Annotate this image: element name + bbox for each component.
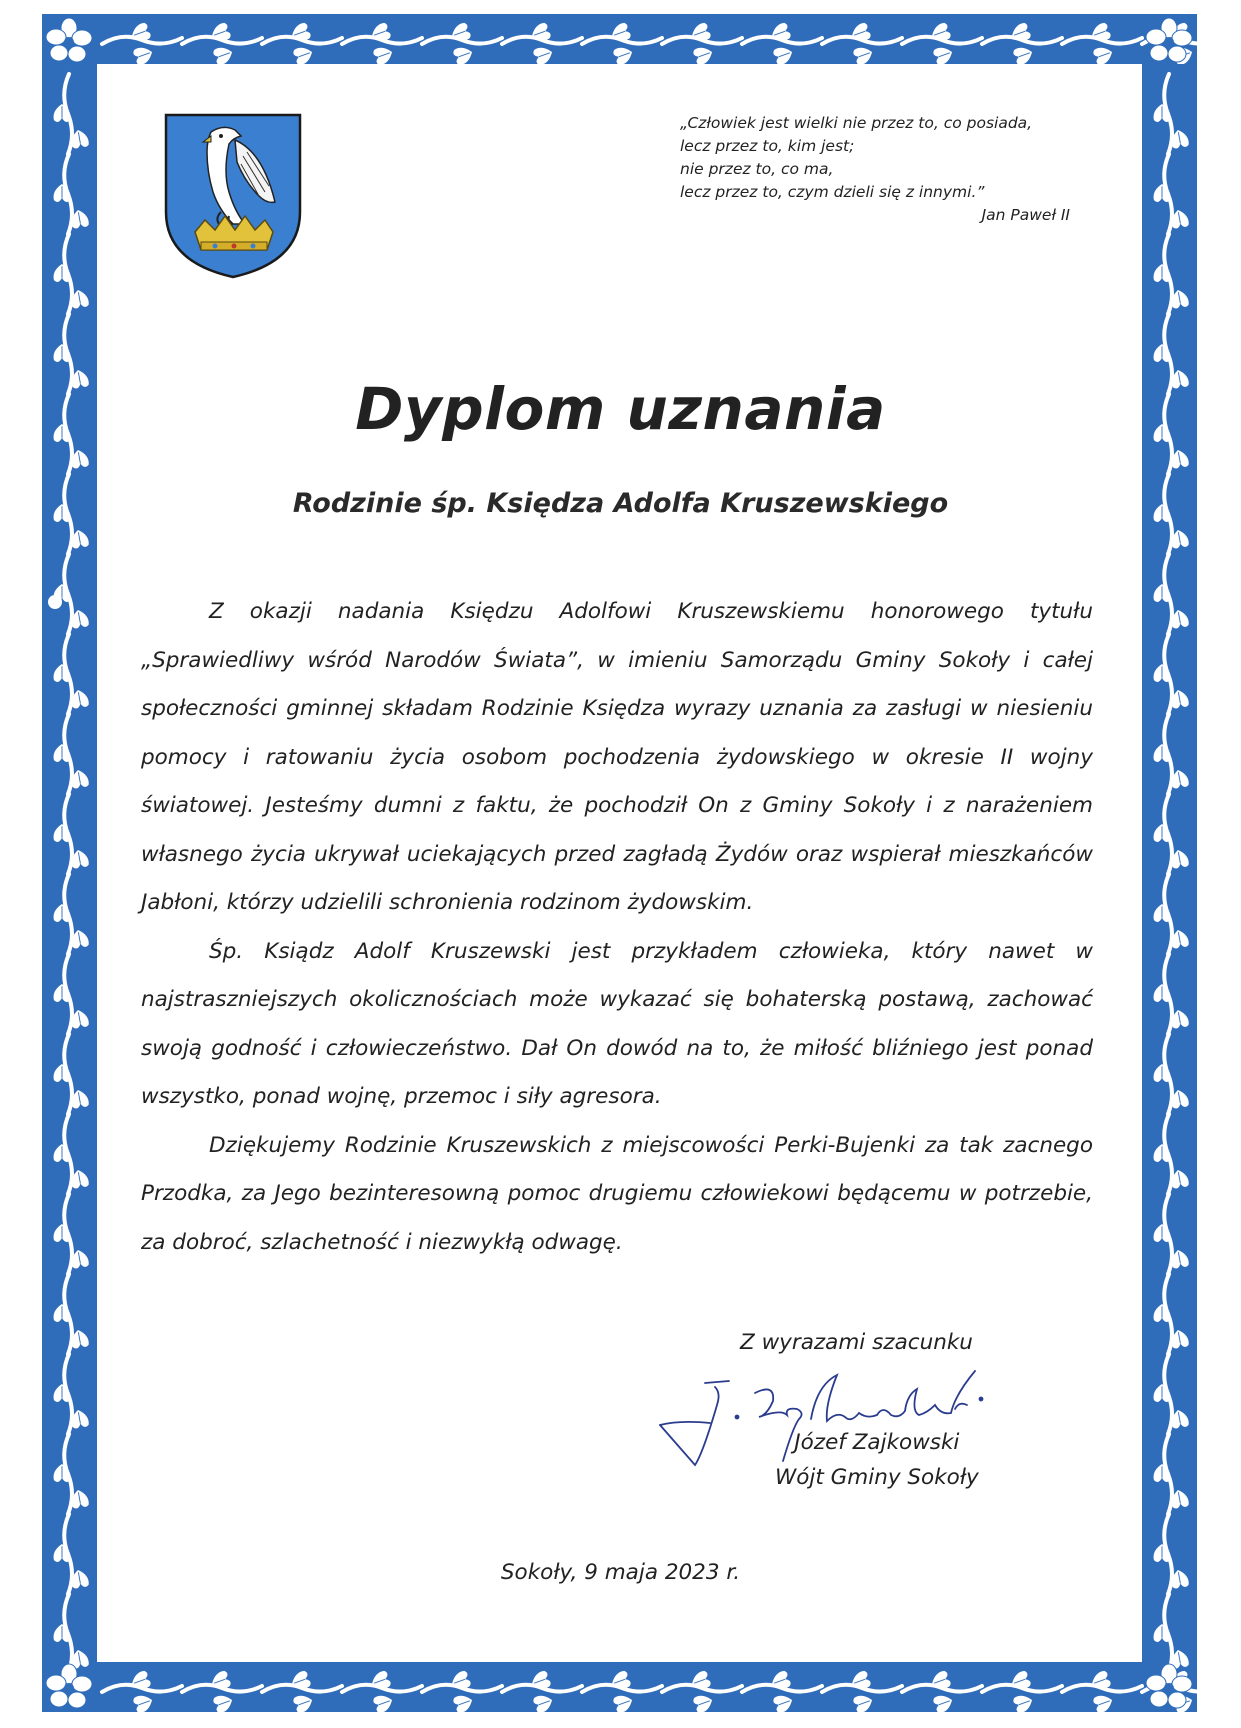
certificate-body [141, 588, 1093, 1267]
vine-leaf-icon [772, 44, 795, 64]
vine-leaf-icon [212, 1692, 235, 1712]
place-and-date: Sokoły, 9 maja 2023 r. [500, 1560, 741, 1585]
vine-leaf-icon [932, 44, 955, 64]
signer-name: Józef Zajkowski [794, 1430, 960, 1455]
epigraph-quote [680, 112, 1080, 227]
vine-leaf-icon [612, 44, 635, 64]
vine-leaf-icon [452, 44, 475, 64]
corner-flower-icon [1144, 16, 1194, 66]
certificate-recipient: Rodzinie śp. Księdza Adolfa Kruszewskiego [292, 488, 949, 519]
vine-leaf-icon [292, 44, 315, 64]
closing-phrase: Z wyrazami szacunku [740, 1330, 973, 1355]
vine-leaf-icon [292, 1692, 315, 1712]
certificate-title: Dyplom uznania [355, 375, 886, 443]
body-paragraph: Dziękujemy Rodzinie Kruszewskich z miejscowości Perki-Bujenki za tak zacnego Przodka, za Jego bezinteresowną pomoc drugiemu człowiekowi będącemu w potrzebie, za dobroć, szlachetność i niezwykłą odwagę. [141, 1132, 1093, 1255]
vine-leaf-icon [1012, 1692, 1035, 1712]
quote-author: Jan Paweł II [981, 206, 1070, 224]
vine-leaf-icon [132, 1692, 155, 1712]
vine-leaf-icon [612, 1692, 635, 1712]
border-vine-top [42, 14, 1197, 64]
quote-line: lecz przez to, czym dzieli się z innymi.” [680, 183, 985, 201]
vine-leaf-icon [852, 1692, 875, 1712]
corner-flower-icon [44, 16, 94, 66]
vine-leaf-icon [772, 1692, 795, 1712]
quote-line: nie przez to, co ma, [680, 160, 834, 178]
vine-leaf-icon [212, 44, 235, 64]
vine-leaf-icon [852, 44, 875, 64]
quote-line: lecz przez to, kim jest; [680, 137, 855, 155]
vine-leaf-icon [532, 44, 555, 64]
coat-of-arms-icon [163, 112, 303, 280]
punch-hole [48, 595, 62, 609]
signer-position: Wójt Gminy Sokoły [775, 1465, 979, 1490]
signer-block [775, 1425, 979, 1495]
border-vine-bottom [42, 1662, 1197, 1712]
vine-leaf-icon [132, 44, 155, 64]
vine-leaf-icon [372, 1692, 395, 1712]
quote-line: „Człowiek jest wielki nie przez to, co posiada, [680, 114, 1033, 132]
vine-leaf-icon [692, 1692, 715, 1712]
vine-leaf-icon [932, 1692, 955, 1712]
vine-leaf-icon [1092, 1692, 1115, 1712]
body-paragraph: Z okazji nadania Księdzu Adolfowi Kruszewskiemu honorowego tytułu „Sprawiedliwy wśród Narodów Świata”, w imieniu Samorządu Gminy Sokoły i całej społeczności gminnej składam Rodzinie Księdza wyrazy uznania za zasługi w niesieniu pomocy i ratowaniu życia osobom pochodzenia żydowskiego w okresie II wojny światowej. Jesteśmy dumni z faktu, że pochodził On z Gminy Sokoły i z narażeniem własnego życia ukrywał uciekających przed zagładą Żydów oraz wspierał mieszkańców Jabłoni, którzy udzielili schronienia rodzinom żydowskim. [141, 599, 1093, 915]
border-vine-right [1142, 14, 1197, 1712]
vine-leaf-icon [1012, 44, 1035, 64]
vine-leaf-icon [372, 44, 395, 64]
body-paragraph: Śp. Ksiądz Adolf Kruszewski jest przykładem człowieka, który nawet w najstraszniejszych okolicznościach może wykazać się bohaterską postawą, zachować swoją godność i człowieczeństwo. Dał On dowód na to, że miłość bliźniego jest ponad wszystko, ponad wojnę, przemoc i siły agresora. [141, 938, 1093, 1109]
vine-leaf-icon [532, 1692, 555, 1712]
border-vine-left [42, 14, 97, 1712]
corner-flower-icon [44, 1662, 94, 1712]
vine-leaf-icon [692, 44, 715, 64]
vine-leaf-icon [452, 1692, 475, 1712]
vine-leaf-icon [1092, 44, 1115, 64]
corner-flower-icon [1144, 1662, 1194, 1712]
